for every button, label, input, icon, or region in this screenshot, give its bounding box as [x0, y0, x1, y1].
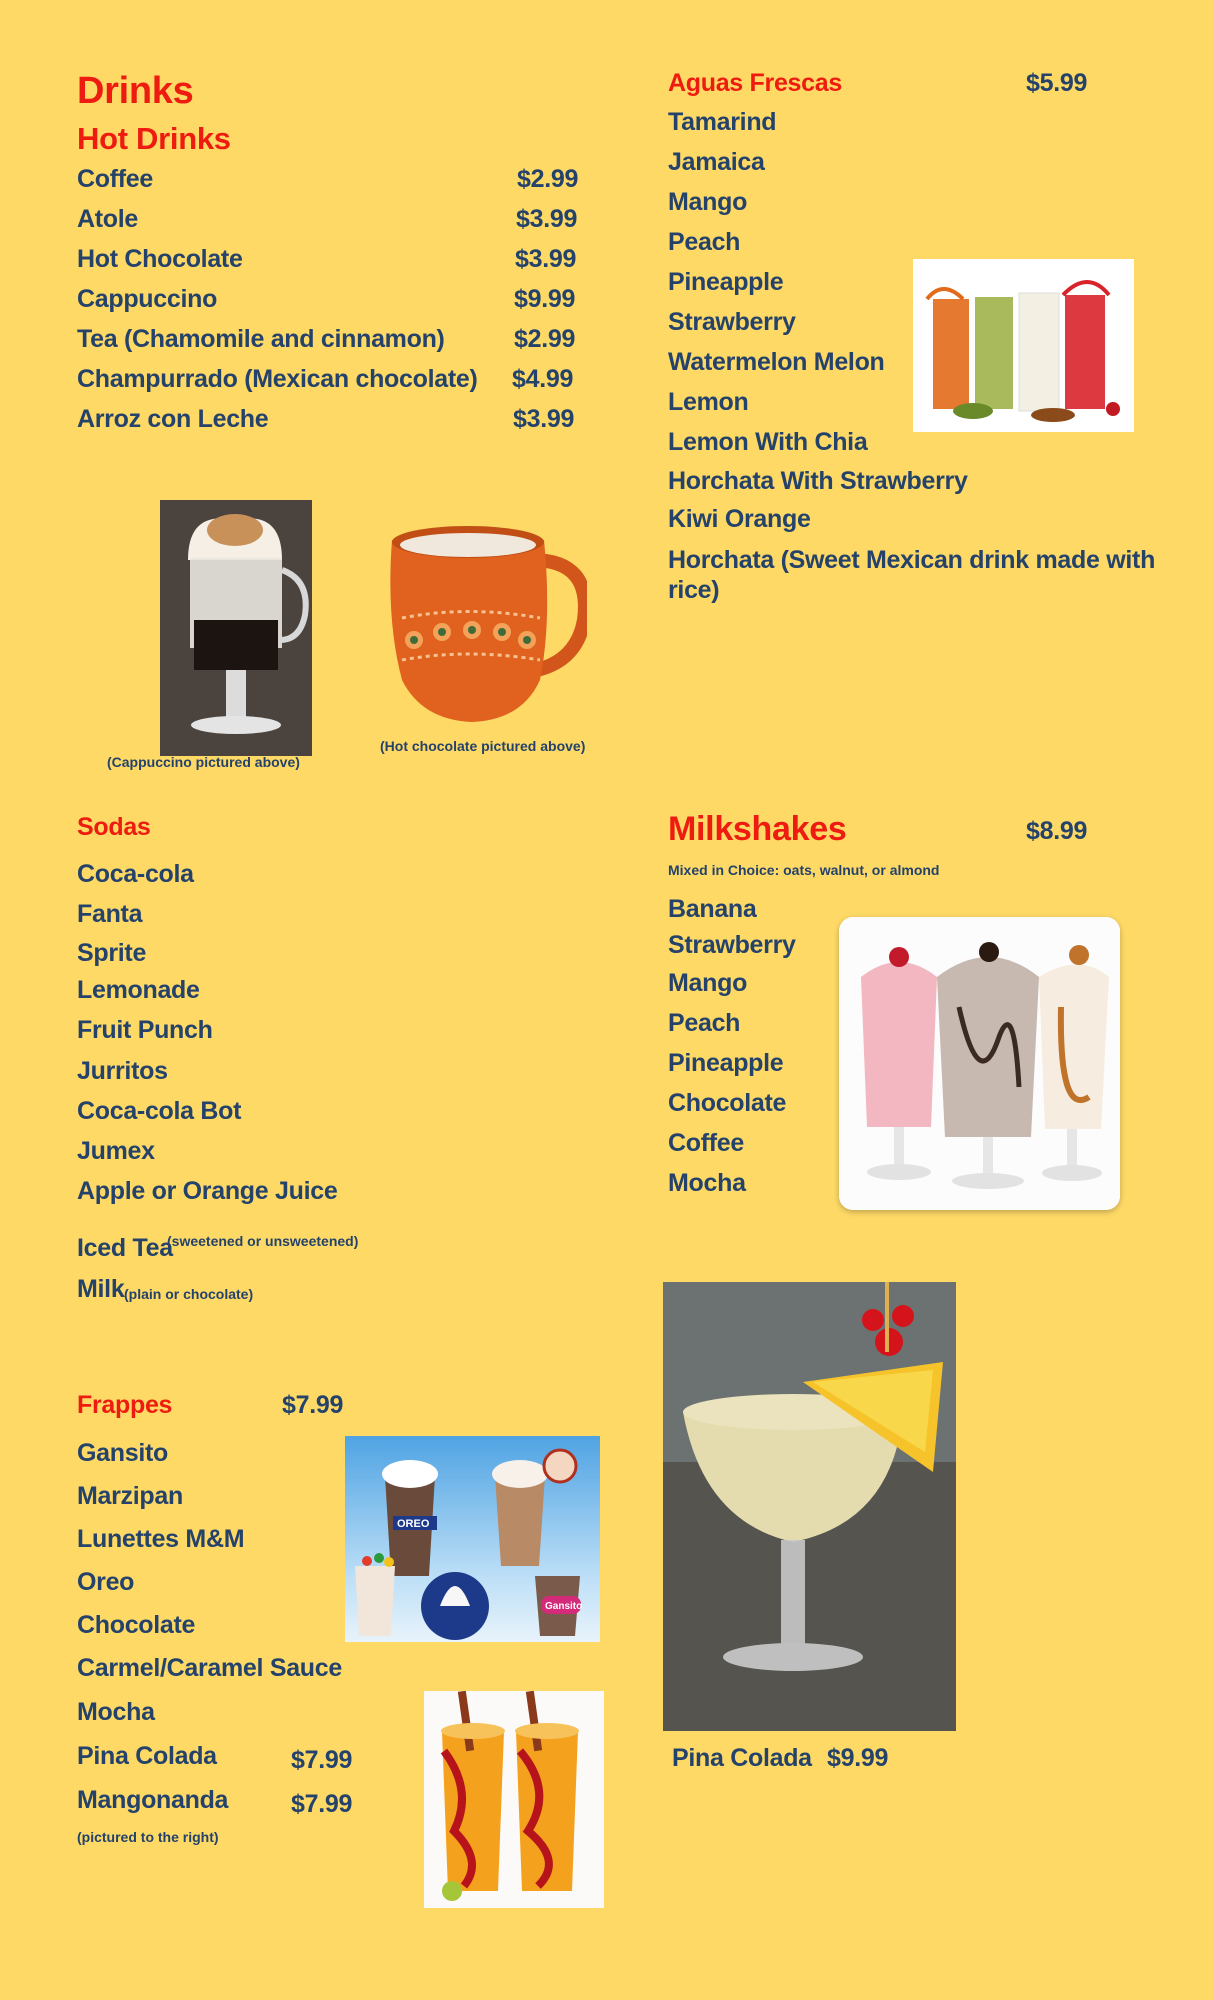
list-item: Banana	[668, 895, 757, 923]
hot-chocolate-caption: (Hot chocolate pictured above)	[380, 738, 586, 754]
list-item: Lemon With Chia	[668, 428, 868, 456]
frappes-list	[77, 1438, 377, 1748]
price: $7.99	[291, 1790, 353, 1818]
list-item: Fruit Punch	[77, 1016, 213, 1044]
list-item: Cappuccino	[77, 285, 218, 313]
list-item: Horchata With Strawberry	[668, 467, 968, 495]
price: $4.99	[512, 365, 574, 393]
aguas-frescas-price: $5.99	[1026, 69, 1088, 97]
oreo-logo-text: OREO	[397, 1518, 430, 1530]
list-item: Champurrado (Mexican chocolate)	[77, 365, 478, 393]
note: (sweetened or unsweetened)	[167, 1233, 359, 1249]
list-item: Iced Tea	[77, 1234, 173, 1262]
hot-drinks-subtitle: Hot Drinks	[77, 121, 231, 156]
list-item: Strawberry	[668, 308, 796, 336]
price: $3.99	[513, 405, 575, 433]
cappuccino-caption: (Cappuccino pictured above)	[107, 754, 300, 770]
list-item: Strawberry	[668, 931, 796, 959]
list-item: Oreo	[77, 1568, 135, 1596]
list-item: Coca-cola	[77, 860, 194, 888]
milkshakes-list	[668, 894, 868, 1214]
price: $7.99	[291, 1746, 353, 1774]
milkshakes-price: $8.99	[1026, 817, 1088, 845]
price: $2.99	[517, 165, 579, 193]
sodas-list	[77, 859, 497, 1209]
list-item: Mango	[668, 188, 748, 216]
list-item: Watermelon Melon	[668, 348, 885, 376]
list-item: Apple or Orange Juice	[77, 1177, 338, 1205]
list-item: Tea (Chamomile and cinnamon)	[77, 325, 445, 353]
list-item: Peach	[668, 228, 741, 256]
list-item: Jurritos	[77, 1057, 168, 1085]
aguas-frescas-photo	[913, 259, 1134, 432]
list-item: rice)	[668, 576, 720, 604]
frappes-title: Frappes	[77, 1391, 173, 1419]
list-item: Fanta	[77, 900, 143, 928]
list-item: Hot Chocolate	[77, 245, 243, 273]
list-item: Gansito	[77, 1439, 168, 1467]
list-item: Horchata (Sweet Mexican drink made with	[668, 546, 1156, 574]
list-item: Lunettes M&M	[77, 1525, 245, 1553]
list-item: Mocha	[77, 1698, 155, 1726]
aguas-frescas-title: Aguas Frescas	[668, 69, 842, 97]
list-item: Tamarind	[668, 108, 777, 136]
hot-drinks-list	[77, 164, 597, 444]
list-item: Lemonade	[77, 976, 200, 1004]
list-item: Coffee	[77, 165, 153, 193]
list-item: Chocolate	[668, 1089, 787, 1117]
list-item: Chocolate	[77, 1611, 196, 1639]
list-item: Sprite	[77, 939, 147, 967]
cappuccino-photo	[160, 500, 312, 756]
mangonanda-photo	[424, 1691, 604, 1908]
frappes-price: $7.99	[282, 1391, 344, 1419]
list-item: Mocha	[668, 1169, 746, 1197]
price: $3.99	[515, 245, 577, 273]
pina-colada-price: $9.99	[827, 1744, 889, 1772]
list-item: Jamaica	[668, 148, 765, 176]
milkshakes-note: Mixed in Choice: oats, walnut, or almond	[668, 862, 940, 878]
list-item: Pineapple	[668, 268, 784, 296]
list-item: Marzipan	[77, 1482, 183, 1510]
pina-colada-name: Pina Colada	[672, 1744, 812, 1772]
list-item: Pineapple	[668, 1049, 784, 1077]
list-item: Arroz con Leche	[77, 405, 269, 433]
sodas-title: Sodas	[77, 813, 151, 841]
list-item: Jumex	[77, 1137, 155, 1165]
pina-colada-photo	[663, 1282, 956, 1731]
mangonanda-note: (pictured to the right)	[77, 1829, 219, 1845]
milkshakes-title: Milkshakes	[668, 810, 847, 848]
price: $9.99	[514, 285, 576, 313]
list-item: Mangonanda	[77, 1786, 229, 1814]
list-item: Coffee	[668, 1129, 744, 1157]
drinks-title: Drinks	[77, 70, 194, 112]
list-item: Carmel/Caramel Sauce	[77, 1654, 342, 1682]
hot-chocolate-photo	[372, 520, 587, 730]
list-item: Pina Colada	[77, 1742, 217, 1770]
price: $3.99	[516, 205, 578, 233]
list-item: Kiwi Orange	[668, 505, 811, 533]
frappes-photo	[345, 1436, 600, 1642]
list-item: Coca-cola Bot	[77, 1097, 242, 1125]
milkshakes-photo	[839, 917, 1120, 1210]
list-item: Milk	[77, 1275, 125, 1303]
price: $2.99	[514, 325, 576, 353]
list-item: Peach	[668, 1009, 741, 1037]
gansito-logo-text: Gansito	[545, 1601, 583, 1612]
list-item: Mango	[668, 969, 748, 997]
list-item: Lemon	[668, 388, 749, 416]
list-item: Atole	[77, 205, 139, 233]
note: (plain or chocolate)	[124, 1286, 254, 1302]
